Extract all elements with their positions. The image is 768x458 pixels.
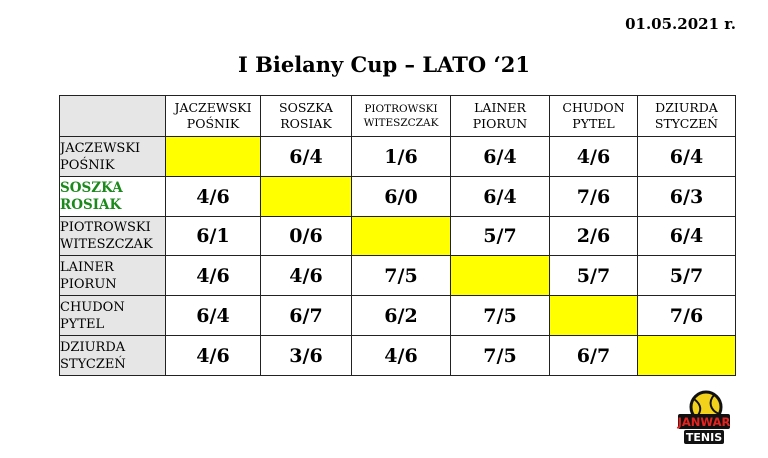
score-cell: 6/4	[451, 177, 550, 217]
score-cell: 7/5	[352, 256, 451, 296]
col-header-line2: PYTEL	[572, 116, 615, 131]
score-cell: 2/6	[550, 217, 638, 256]
table-row	[60, 256, 736, 296]
col-header-line2: ROSIAK	[280, 116, 332, 131]
score-cell: 4/6	[352, 336, 451, 376]
score-cell: 4/6	[166, 177, 261, 217]
col-header-line2: STYCZEŃ	[654, 116, 719, 131]
score-cell: 5/7	[638, 256, 736, 296]
row-header-2	[60, 177, 166, 217]
row-header-line1: PIOTROWSKI	[60, 220, 151, 235]
score-cell: 5/7	[451, 217, 550, 256]
score-cell: 3/6	[261, 336, 352, 376]
score-cell: 4/6	[166, 336, 261, 376]
col-header-2	[261, 96, 352, 137]
row-header-line1: SOSZKA	[60, 179, 123, 196]
table-row	[60, 217, 736, 256]
row-header-4	[60, 256, 166, 296]
date: 01.05.2021 r.	[625, 15, 736, 33]
table-row	[60, 336, 736, 376]
col-header-line1: CHUDON	[562, 100, 625, 115]
col-header-5	[550, 96, 638, 137]
score-cell: 0/6	[261, 217, 352, 256]
score-cell: 6/4	[261, 137, 352, 177]
diagonal-cell	[550, 296, 638, 336]
score-cell: 6/4	[638, 137, 736, 177]
row-header-line2: ROSIAK	[60, 196, 122, 213]
row-header-line2: PYTEL	[60, 316, 105, 332]
score-cell: 4/6	[261, 256, 352, 296]
col-header-line1: DZIURDA	[655, 100, 718, 115]
row-header-line2: POŚNIK	[60, 157, 115, 173]
score-cell: 5/7	[550, 256, 638, 296]
col-header-line1: PIOTROWSKI	[364, 103, 438, 115]
score-cell: 6/4	[638, 217, 736, 256]
score-cell: 1/6	[352, 137, 451, 177]
score-cell: 6/7	[261, 296, 352, 336]
row-header-3	[60, 217, 166, 256]
col-header-4	[451, 96, 550, 137]
logo-graphic	[676, 388, 732, 446]
diagonal-cell	[451, 256, 550, 296]
table-row	[60, 137, 736, 177]
col-header-6	[638, 96, 736, 137]
score-cell: 7/6	[550, 177, 638, 217]
col-header-line2: POŚNIK	[186, 116, 240, 131]
row-header-5	[60, 296, 166, 336]
row-header-line1: LAINER	[60, 259, 114, 275]
row-header-line2: WITESZCZAK	[60, 237, 153, 252]
row-header-line1: CHUDON	[60, 299, 125, 315]
score-cell: 6/0	[352, 177, 451, 217]
col-header-line1: SOSZKA	[279, 100, 333, 115]
score-cell: 6/4	[166, 296, 261, 336]
table-row	[60, 177, 736, 217]
row-header-line2: STYCZEŃ	[60, 356, 126, 372]
col-header-line2: PIORUN	[472, 116, 528, 131]
col-header-3	[352, 96, 451, 137]
row-header-line1: DZIURDA	[60, 339, 126, 355]
page-title: I Bielany Cup – LATO ‘21	[237, 52, 531, 77]
diagonal-cell	[261, 177, 352, 217]
row-header-6	[60, 336, 166, 376]
table-row	[60, 296, 736, 336]
logo-line1: JANWAR	[677, 415, 731, 429]
col-header-line1: LAINER	[474, 100, 526, 115]
header-row	[60, 96, 736, 137]
score-cell: 6/4	[451, 137, 550, 177]
results-table	[59, 95, 736, 376]
row-header-line1: JACZEWSKI	[60, 140, 141, 156]
score-cell: 6/2	[352, 296, 451, 336]
row-header-line2: PIORUN	[60, 276, 117, 292]
score-cell: 7/5	[451, 336, 550, 376]
score-cell: 4/6	[166, 256, 261, 296]
diagonal-cell	[166, 137, 261, 177]
logo-line2: TENIS	[685, 431, 723, 444]
score-cell: 7/5	[451, 296, 550, 336]
col-header-line2: WITESZCZAK	[363, 117, 439, 129]
score-cell: 6/3	[638, 177, 736, 217]
score-cell: 6/7	[550, 336, 638, 376]
row-header-1	[60, 137, 166, 177]
score-cell: 7/6	[638, 296, 736, 336]
score-cell: 6/1	[166, 217, 261, 256]
score-cell: 4/6	[550, 137, 638, 177]
diagonal-cell	[638, 336, 736, 376]
col-header-1	[166, 96, 261, 137]
corner-cell	[60, 96, 166, 137]
col-header-line1: JACZEWSKI	[174, 100, 252, 115]
janwar-tenis-logo	[676, 388, 732, 446]
diagonal-cell	[352, 217, 451, 256]
